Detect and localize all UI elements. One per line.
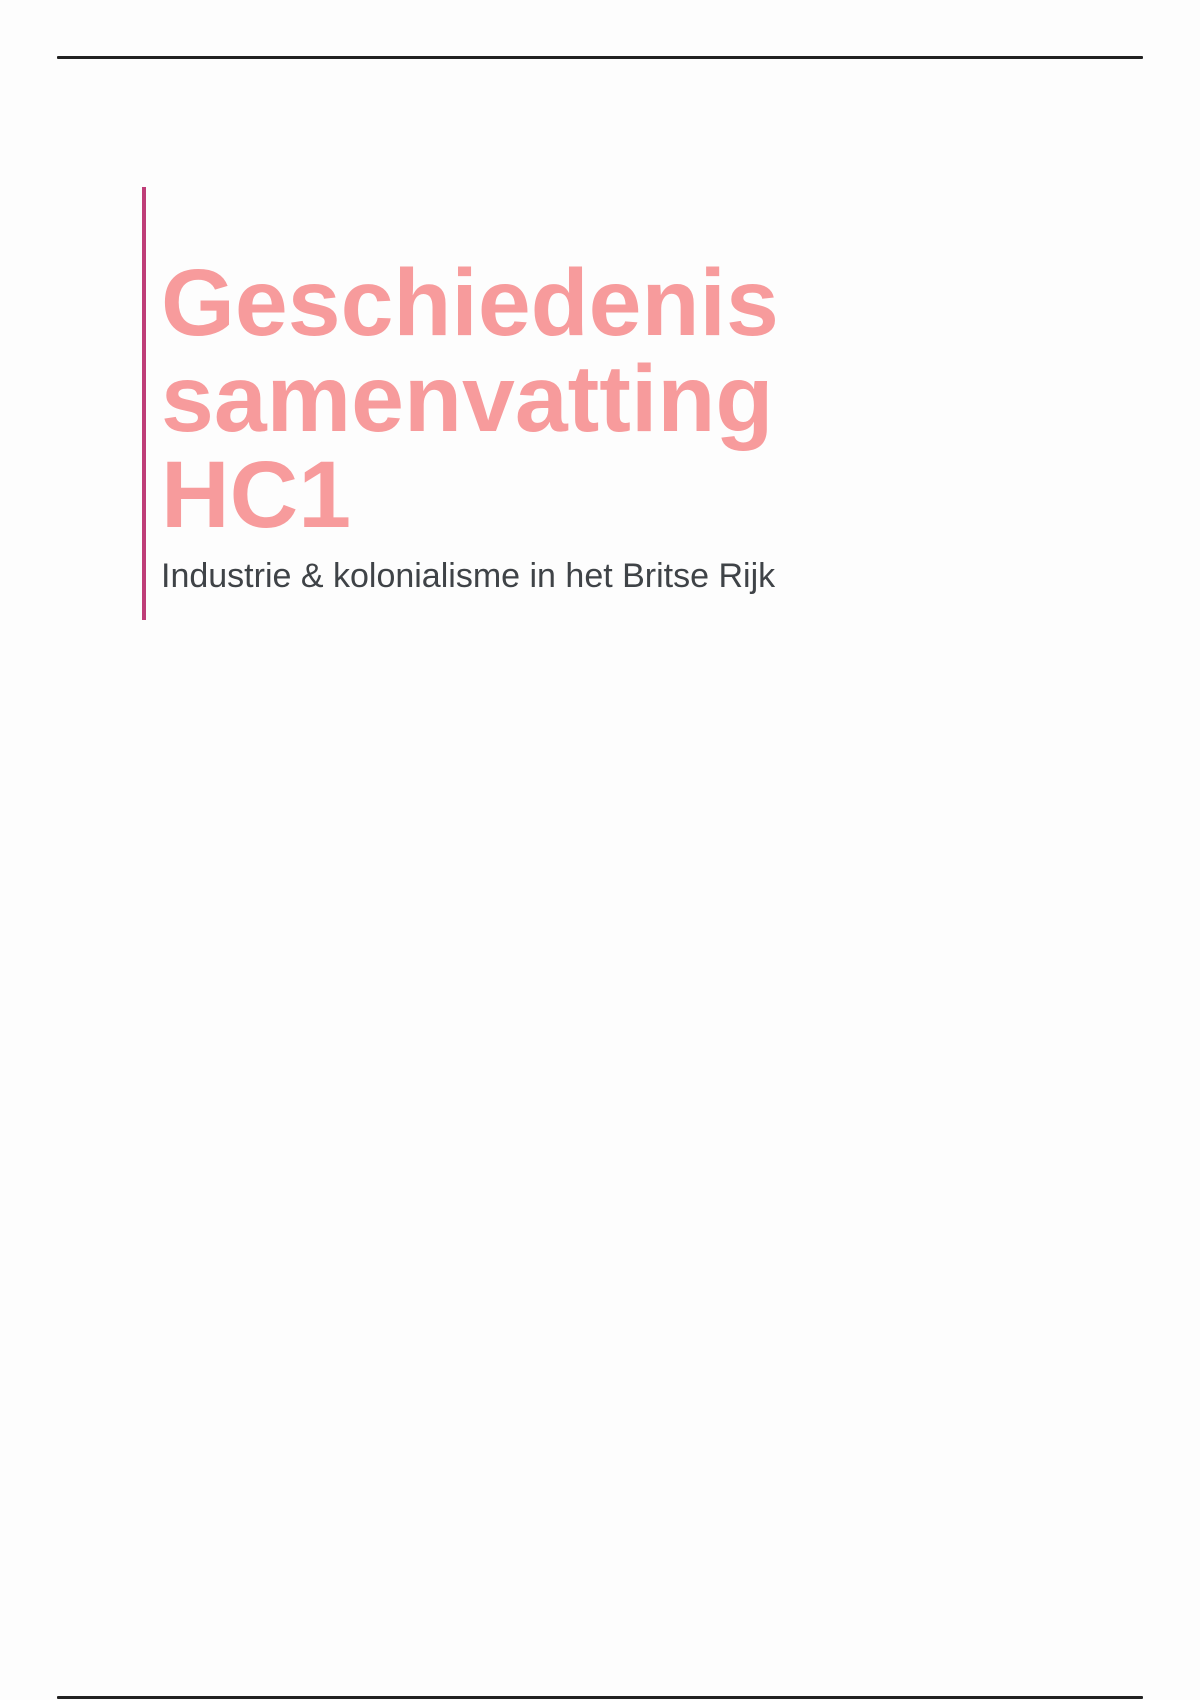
title-line-2: samenvatting bbox=[161, 346, 774, 452]
title-block bbox=[142, 187, 902, 620]
document-title bbox=[161, 250, 902, 548]
accent-bar bbox=[142, 187, 146, 620]
title-line-1: Geschiedenis bbox=[161, 250, 779, 356]
bottom-rule bbox=[57, 1696, 1143, 1699]
document-subtitle: Industrie & kolonialisme in het Britse Rijk bbox=[161, 557, 776, 595]
top-rule bbox=[57, 56, 1143, 59]
title-content bbox=[142, 187, 902, 596]
title-line-3: HC1 bbox=[161, 442, 352, 548]
